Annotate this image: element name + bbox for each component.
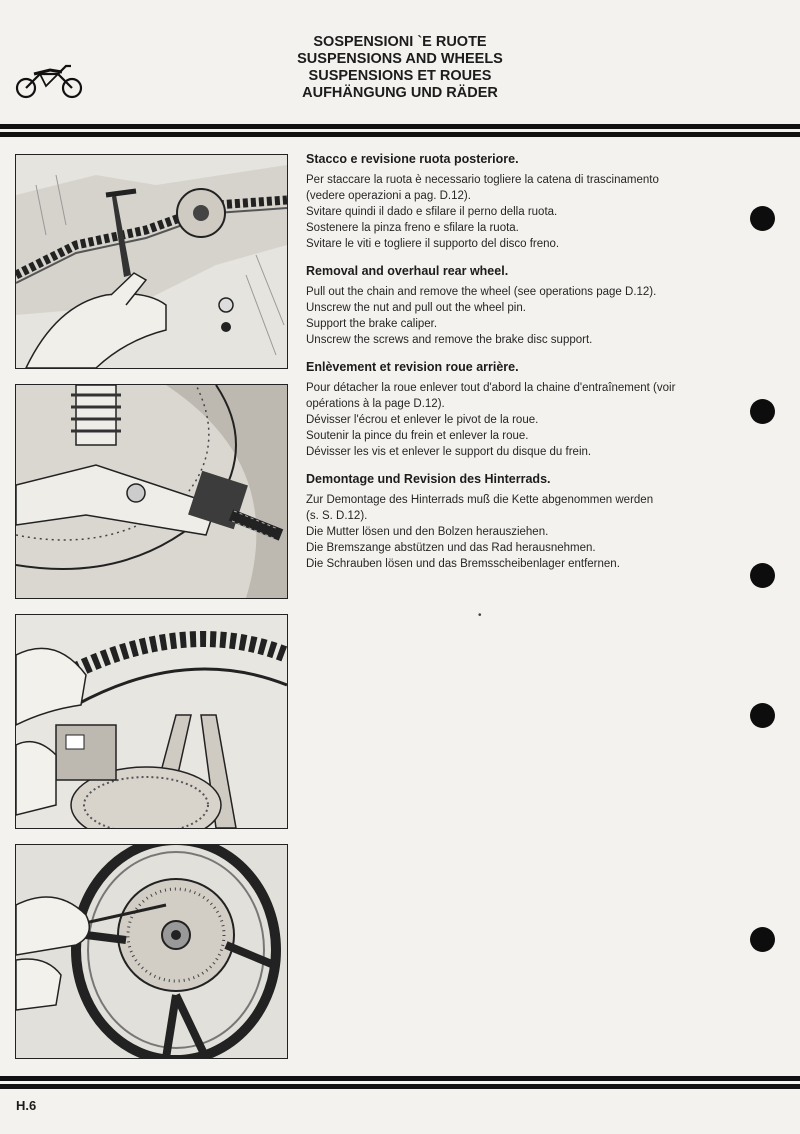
text-line: Sostenere la pinza freno e sfilare la ruota.: [306, 222, 519, 234]
section-italian: [306, 151, 722, 252]
section-french: [306, 359, 722, 460]
text-line: Svitare le viti e togliere il supporto del disco freno.: [306, 238, 560, 250]
section-title: Removal and overhaul rear wheel.: [306, 264, 509, 278]
text-line: Soutenir la pince du frein et enlever la roue.: [306, 430, 529, 442]
text-line: Support the brake caliper.: [306, 318, 438, 330]
text-line: Die Schrauben lösen und das Bremsscheibenlager entfernen.: [306, 558, 620, 570]
figure-brake-disc-screws: [15, 844, 288, 1059]
header-rule-top: [0, 124, 800, 129]
chain-removal-illustration-icon: [16, 155, 287, 368]
instructions-column: [306, 151, 722, 583]
text-line: opérations à la page D.12).: [306, 398, 445, 410]
text-line: Unscrew the nut and pull out the wheel pin.: [306, 302, 526, 314]
figure-chain-removal: [15, 154, 288, 369]
figure-wheel-pin-removal: [15, 384, 288, 599]
print-speck: •: [478, 610, 482, 621]
title-english: SUSPENSIONS AND WHEELS: [297, 51, 503, 67]
text-line: Pull out the chain and remove the wheel (see operations page D.12).: [306, 286, 657, 298]
section-english: [306, 263, 722, 348]
text-line: (s. S. D.12).: [306, 510, 368, 522]
title-french: SUSPENSIONS ET ROUES: [308, 68, 492, 84]
motorcycle-logo-icon: [14, 58, 84, 100]
text-line: Die Bremszange abstützen und das Rad herausnehmen.: [306, 542, 596, 554]
section-title: Stacco e revisione ruota posteriore.: [306, 152, 519, 166]
text-line: Per staccare la ruota è necessario togliere la catena di trascinamento: [306, 174, 659, 186]
section-title: Demontage und Revision des Hinterrads.: [306, 472, 551, 486]
binder-hole: [750, 927, 775, 952]
text-line: Zur Demontage des Hinterrads muß die Kette abgenommen werden: [306, 494, 654, 506]
binder-hole: [750, 703, 775, 728]
brake-caliper-illustration-icon: [16, 615, 287, 828]
footer-rule-top: [0, 1076, 800, 1081]
binder-hole: [750, 563, 775, 588]
footer-rule-bottom: [0, 1084, 800, 1089]
figure-brake-caliper: [15, 614, 288, 829]
page-number: H.6: [16, 1098, 37, 1113]
text-line: Pour détacher la roue enlever tout d'abord la chaine d'entraînement (voir: [306, 382, 676, 394]
text-line: Dévisser l'écrou et enlever le pivot de la roue.: [306, 414, 539, 426]
binder-hole: [750, 206, 775, 231]
text-line: Dévisser les vis et enlever le support du disque du frein.: [306, 446, 592, 458]
text-line: Die Mutter lösen und den Bolzen herausziehen.: [306, 526, 549, 538]
section-german: [306, 471, 722, 572]
wheel-pin-removal-illustration-icon: [16, 385, 287, 598]
text-line: (vedere operazioni a pag. D.12).: [306, 190, 471, 202]
text-line: Unscrew the screws and remove the brake disc support.: [306, 334, 593, 346]
header-rule-bottom: [0, 132, 800, 137]
section-title: Enlèvement et revision roue arrière.: [306, 360, 519, 374]
text-line: Svitare quindi il dado e sfilare il perno della ruota.: [306, 206, 558, 218]
title-italian: SOSPENSIONI `E RUOTE: [313, 34, 487, 50]
brake-disc-screws-illustration-icon: [16, 845, 287, 1058]
page-title-block: [200, 34, 600, 102]
title-german: AUFHÄNGUNG UND RÄDER: [302, 85, 498, 101]
binder-hole: [750, 399, 775, 424]
